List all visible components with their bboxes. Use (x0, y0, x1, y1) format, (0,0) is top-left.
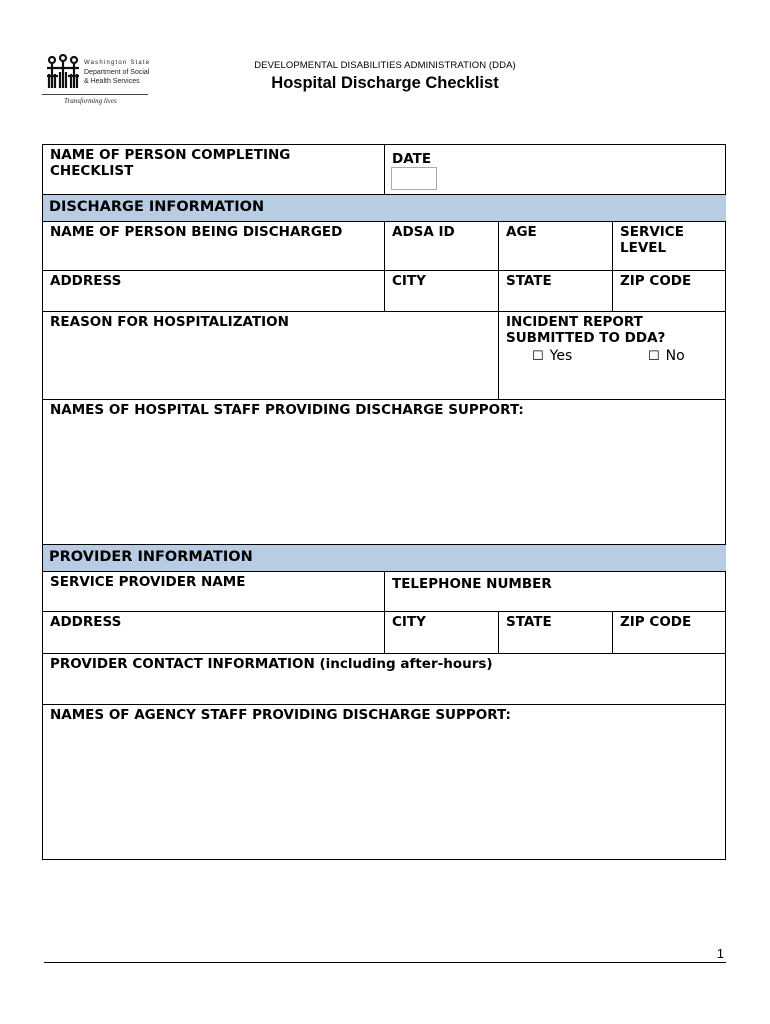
adsa-id-label: ADSA ID (392, 224, 455, 240)
agency-staff-field[interactable] (43, 705, 726, 859)
provider-zip-field[interactable] (613, 612, 726, 654)
provider-state-field[interactable] (499, 612, 613, 654)
provider-address-label: ADDRESS (50, 614, 122, 630)
discharge-checklist-form (42, 144, 726, 860)
discharge-zip-label: ZIP CODE (620, 273, 692, 289)
date-label: DATE (392, 151, 432, 167)
incident-yes-option[interactable] (532, 348, 572, 365)
discharge-state-field[interactable] (499, 271, 613, 312)
checkbox-icon: ☐ (648, 349, 660, 364)
hospitalization-reason-label: REASON FOR HOSPITALIZATION (50, 314, 289, 330)
agency-staff-label: NAMES OF AGENCY STAFF PROVIDING DISCHARGE SUPPORT: (50, 707, 511, 723)
provider-name-field[interactable] (43, 572, 385, 612)
discharge-city-label: CITY (392, 273, 426, 289)
discharge-address-field[interactable] (43, 271, 385, 312)
incident-no-label: No (665, 348, 685, 364)
document-title: Hospital Discharge Checklist (271, 74, 499, 92)
completer-name-label: NAME OF PERSON COMPLETING CHECKLIST (50, 147, 291, 179)
discharge-zip-field[interactable] (613, 271, 726, 312)
discharged-person-field[interactable] (43, 222, 385, 271)
age-label: AGE (506, 224, 537, 240)
provider-city-field[interactable] (385, 612, 499, 654)
completer-name-field[interactable] (43, 145, 385, 195)
discharge-information-header: DISCHARGE INFORMATION (43, 195, 726, 222)
hospital-staff-field[interactable] (43, 400, 726, 545)
incident-report-field (499, 312, 726, 400)
discharge-city-field[interactable] (385, 271, 499, 312)
hospitalization-reason-field[interactable] (43, 312, 499, 400)
provider-address-field[interactable] (43, 612, 385, 654)
logo-organization-name: Washington State Department of Social & Health Services (84, 60, 151, 85)
provider-information-header: PROVIDER INFORMATION (43, 545, 726, 572)
provider-contact-field[interactable] (43, 654, 726, 705)
date-field (385, 145, 726, 195)
discharged-person-label: NAME OF PERSON BEING DISCHARGED (50, 224, 343, 240)
incident-report-label: INCIDENT REPORT SUBMITTED TO DDA? (506, 314, 666, 346)
provider-name-label: SERVICE PROVIDER NAME (50, 574, 246, 590)
footer-rule (44, 962, 726, 963)
incident-no-option[interactable] (648, 348, 685, 365)
age-field[interactable] (499, 222, 613, 271)
service-level-label: SERVICE LEVEL (620, 224, 684, 256)
logo-tagline: Transforming lives (64, 97, 117, 105)
date-input[interactable] (391, 167, 437, 190)
department-name: DEVELOPMENTAL DISABILITIES ADMINISTRATION (DDA) (254, 60, 516, 71)
logo-rule (42, 94, 148, 95)
provider-zip-label: ZIP CODE (620, 614, 692, 630)
page-number: 1 (716, 946, 724, 961)
telephone-label: TELEPHONE NUMBER (392, 576, 552, 592)
provider-state-label: STATE (506, 614, 552, 630)
adsa-id-field[interactable] (385, 222, 499, 271)
service-level-field[interactable] (613, 222, 726, 271)
provider-city-label: CITY (392, 614, 426, 630)
discharge-state-label: STATE (506, 273, 552, 289)
incident-yes-label: Yes (549, 348, 573, 364)
telephone-field[interactable] (385, 572, 726, 612)
hospital-staff-label: NAMES OF HOSPITAL STAFF PROVIDING DISCHARGE SUPPORT: (50, 402, 524, 418)
checkbox-icon: ☐ (532, 349, 544, 364)
provider-contact-label: PROVIDER CONTACT INFORMATION (including after-hours) (50, 656, 493, 672)
discharge-address-label: ADDRESS (50, 273, 122, 289)
